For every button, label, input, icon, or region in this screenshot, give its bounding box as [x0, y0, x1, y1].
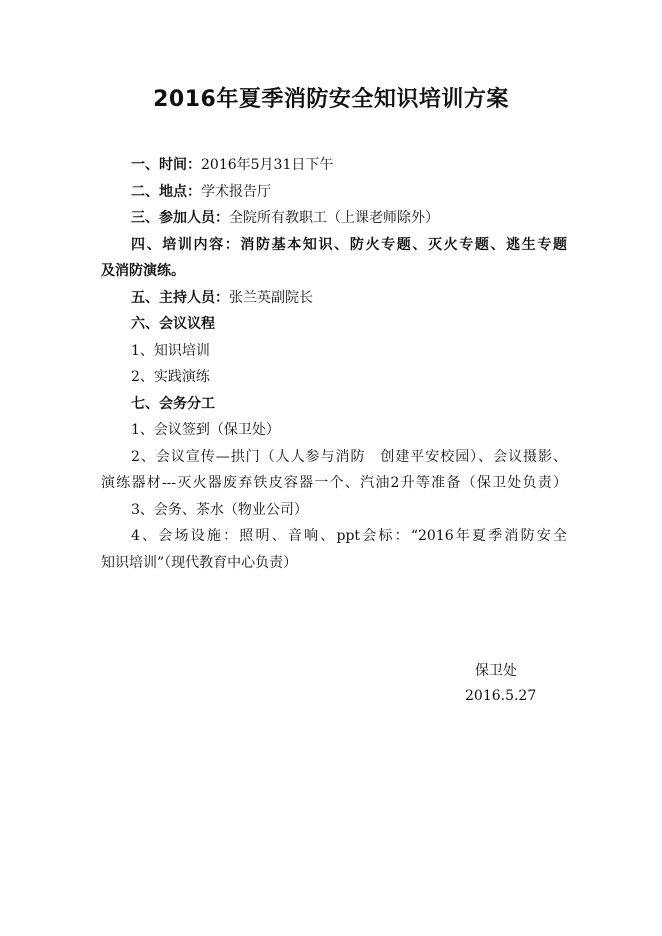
place-label: 二、地点： — [131, 183, 201, 200]
time-value: 2016年5月31日下午 — [201, 157, 334, 173]
document-body — [101, 152, 567, 576]
duty-item-4-line1: 4、会场设施：照明、音响、ppt会标：“2016年夏季消防安全 — [131, 528, 567, 544]
time-label: 一、时间： — [131, 157, 201, 173]
item-time — [101, 152, 567, 179]
item-host — [101, 285, 567, 312]
item-content-line1: 四、培训内容：消防基本知识、防火专题、灭火专题、逃生专题 — [131, 236, 567, 253]
duty-item-2-line2: 演练器材---灭火器废弃铁皮容器一个、汽油2升等准备（保卫处负责） — [101, 475, 567, 491]
item-participants — [101, 205, 567, 232]
item-content-line2: 及消防演练。 — [101, 263, 185, 279]
item-place — [101, 179, 567, 206]
host-label: 五、主持人员： — [131, 289, 229, 306]
duty-item-2-line1: 2、会议宣传—拱门（人人参与消防 创建平安校园）、会议摄影、 — [131, 448, 567, 465]
document-title: 2016年夏季消防安全知识培训方案 — [153, 87, 509, 112]
duty-item-4-line2: 知识培训”（现代教育中心负责） — [101, 554, 298, 571]
duty-item-3: 3、会务、茶水（物业公司） — [131, 501, 308, 518]
duties-heading: 七、会务分工 — [131, 395, 215, 412]
participants-value: 全院所有教职工（上课老师除外） — [229, 210, 439, 226]
signature-date: 2016.5.27 — [465, 688, 537, 704]
duty-item-1: 1、会议签到（保卫处） — [131, 422, 280, 438]
agenda-item-2: 2、实践演练 — [131, 369, 210, 385]
signature-department: 保卫处 — [475, 663, 517, 679]
place-value: 学术报告厅 — [201, 183, 271, 200]
host-value: 张兰英副院长 — [229, 289, 313, 306]
participants-label: 三、参加人员： — [131, 210, 229, 226]
agenda-heading: 六、会议议程 — [131, 316, 215, 332]
agenda-item-1: 1、知识培训 — [131, 342, 210, 359]
